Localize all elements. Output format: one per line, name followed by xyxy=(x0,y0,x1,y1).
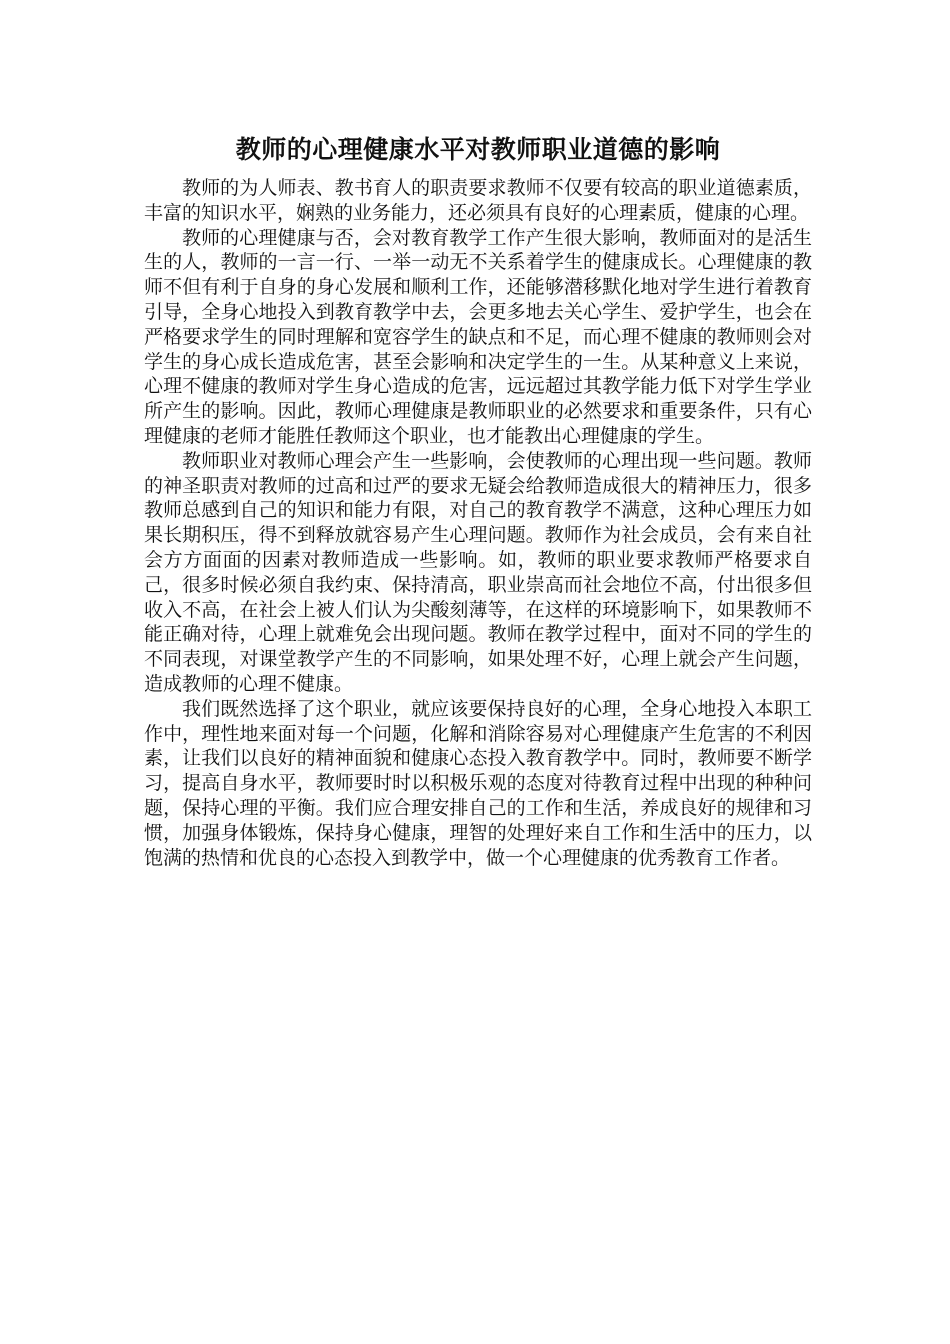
paragraph-4: 我们既然选择了这个职业，就应该要保持良好的心理，全身心地投入本职工作中，理性地来面对每一个问题，化解和消除容易对心理健康产生危害的不利因素，让我们以良好的精神面貌和健康心态投入教育教学中。同时，教师要不断学习，提高自身水平，教师要时时以积极乐观的态度对待教育过程中出现的种种问题，保持心理的平衡。我们应合理安排自己的工作和生活，养成良好的规律和习惯，加强身体锻炼，保持身心健康，理智的处理好来自工作和生活中的压力，以饱满的热情和优良的心态投入到教学中，做一个心理健康的优秀教育工作者。 xyxy=(144,697,812,869)
document-title: 教师的心理健康水平对教师职业道德的影响 xyxy=(235,135,721,164)
document-page xyxy=(144,130,812,870)
paragraph-3: 教师职业对教师心理会产生一些影响，会使教师的心理出现一些问题。教师的神圣职责对教师的过高和过严的要求无疑会给教师造成很大的精神压力，很多教师总感到自己的知识和能力有限，对自己的教育教学不满意，这种心理压力如果长期积压，得不到释放就容易产生心理问题。教师作为社会成员，会有来自社会方方面面的因素对教师造成一些影响。如，教师的职业要求教师严格要求自己，很多时候必须自我约束、保持清高，职业崇高而社会地位不高，付出很多但收入不高，在社会上被人们认为尖酸刻薄等，在这样的环境影响下，如果教师不能正确对待，心理上就难免会出现问题。教师在教学过程中，面对不同的学生的不同表现，对课堂教学产生的不同影响，如果处理不好，心理上就会产生问题，造成教师的心理不健康。 xyxy=(144,449,812,695)
paragraph-2: 教师的心理健康与否，会对教育教学工作产生很大影响，教师面对的是活生生的人，教师的一言一行、一举一动无不关系着学生的健康成长。心理健康的教师不但有利于自身的身心发展和顺利工作，还能够潜移默化地对学生进行着教育引导，全身心地投入到教育教学中去，会更多地去关心学生、爱护学生，也会在严格要求学生的同时理解和宽容学生的缺点和不足，而心理不健康的教师则会对学生的身心成长造成危害，甚至会影响和决定学生的一生。从某种意义上来说，心理不健康的教师对学生身心造成的危害，远远超过其教学能力低下对学生学业所产生的影响。因此，教师心理健康是教师职业的必然要求和重要条件，只有心理健康的老师才能胜任教师这个职业，也才能教出心理健康的学生。 xyxy=(144,226,812,447)
paragraph-1: 教师的为人师表、教书育人的职责要求教师不仅要有较高的职业道德素质，丰富的知识水平，娴熟的业务能力，还必须具有良好的心理素质，健康的心理。 xyxy=(144,177,812,224)
